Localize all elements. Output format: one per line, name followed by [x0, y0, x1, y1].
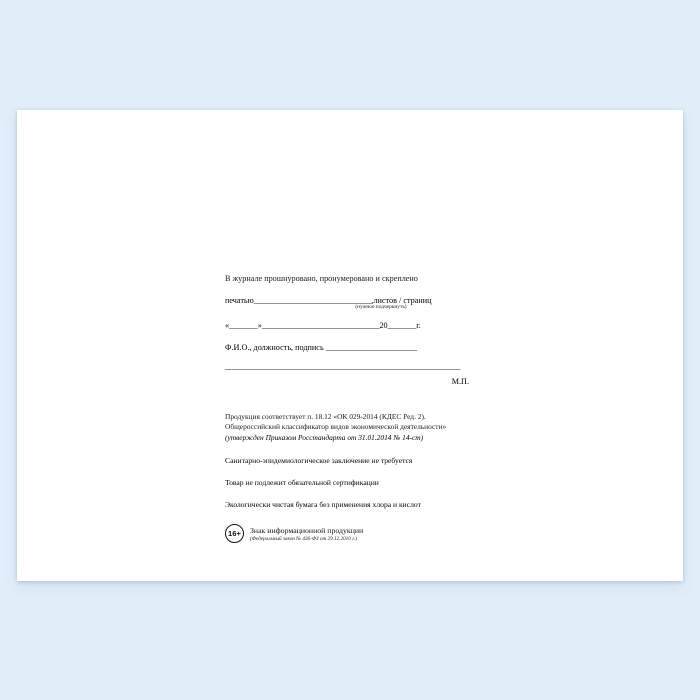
note-certification: Товар не подлежит обязательной сертификации [225, 478, 379, 488]
fio-fill-line: ________________________ [325, 343, 417, 353]
fio-label: Ф.И.О., должность, подпись [225, 343, 324, 353]
note-eco-paper: Экологически чистая бумага без применения хлора и кислот [225, 500, 421, 510]
seal-fill-line: _______________________________ [253, 296, 372, 306]
document-sheet [17, 110, 683, 581]
date-prefix: «_______» [225, 321, 262, 331]
seal-suffix: ,листов / страниц [371, 296, 432, 306]
age-mark-text [250, 526, 363, 542]
note-sanitary: Санитарно-эпидемиологическое заключение не требуется [225, 456, 413, 466]
age-mark-title: Знак информационной продукции [250, 525, 364, 535]
seal-note: (нужное подчеркнуть) [355, 304, 407, 311]
product-compliance-line-3: (утвержден Приказом Росстандарта от 31.01.2014 № 14-ст) [225, 432, 424, 442]
certification-intro-line: В журнале прошнуровано, пронумеровано и скреплено [225, 274, 418, 283]
age-mark-row [225, 524, 485, 543]
seal-label: печатью [225, 296, 254, 306]
signature-rule: ______________________________________________________________ [225, 362, 461, 372]
date-fill-line: _______________________________ [261, 321, 380, 331]
fio-row [225, 343, 485, 352]
age-mark-law-reference: (Федеральный закон № 436-ФЗ от 29.12.2010 г.) [250, 535, 358, 542]
product-compliance-line-1: Продукция соответствует п. 18.12 «ОК 029-2014 (КДЕС Ред. 2). [225, 412, 426, 422]
date-row [225, 321, 485, 330]
date-year: 20_______г. [379, 321, 421, 331]
age-rating-badge: 16+ [225, 524, 244, 543]
notes-section [225, 412, 485, 543]
document-content [225, 273, 485, 543]
product-compliance-line-2: Общероссийский классификатор видов экономической деятельности» [225, 422, 447, 432]
stamp-place-label: М.П. [451, 377, 469, 387]
